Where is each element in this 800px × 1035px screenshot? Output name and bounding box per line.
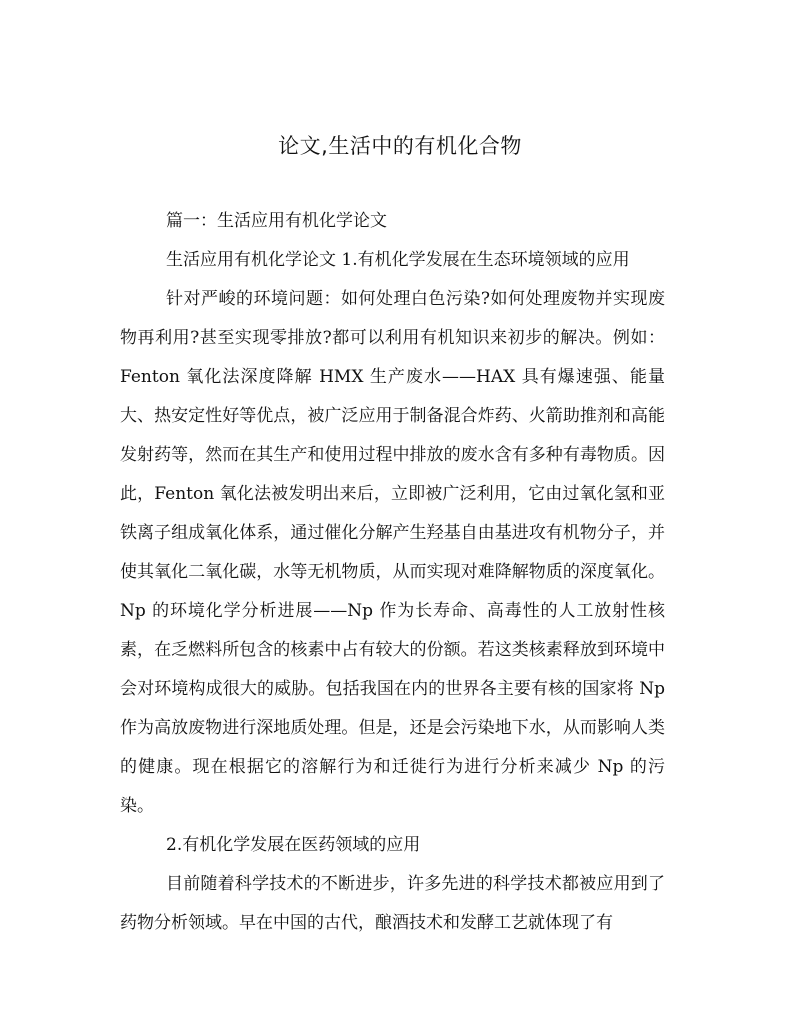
subsection-heading: 2.有机化学发展在医药领域的应用 [166, 835, 421, 855]
body-paragraph: 目前随着科学技术的不断进步，许多先进的科学技术都被应用到了药物分析领域。早在中国的古代，酿酒技术和发酵工艺就体现了有 [120, 874, 665, 933]
body-paragraph: 针对严峻的环境问题：如何处理白色污染?如何处理废物并实现废物再利用?甚至实现零排放?都可以利用有机知识来初步的解决。例如：Fenton 氧化法深度降解 HMX 生产废水——HAX 具有爆速强、能量大、热安定性好等优点，被广泛应用于制备混合炸药、火箭助推剂和高能发射药等，然而在其生产和使用过程中排放的废水含有多种有毒物质。因此，Fenton 氧化法被发明出来后，立即被广泛利用，它由过氧化氢和亚铁离子组成氧化体系，通过催化分解产生羟基自由基进攻有机物分子，并使其氧化二氧化碳，水等无机物质，从而实现对难降解物质的深度氧化。Np 的环境化学分析进展——Np 作为长寿命、高毒性的人工放射性核素，在乏燃料所包含的核素中占有较大的份额。若这类核素释放到环境中会对环境构成很大的威胁。包括我国在内的世界各主要有核的国家将 Np 作为高放废物进行深地质处理。但是，还是会污染地下水，从而影响人类的健康。现在根据它的溶解行为和迁徙行为进行分析来减少 Np 的污染。 [120, 289, 665, 816]
document-title: 论文,生活中的有机化合物 [278, 134, 522, 158]
subsection-heading: 生活应用有机化学论文 1.有机化学发展在生态环境领域的应用 [166, 250, 630, 270]
document-body [120, 202, 665, 943]
section-heading: 篇一：生活应用有机化学论文 [166, 211, 387, 231]
